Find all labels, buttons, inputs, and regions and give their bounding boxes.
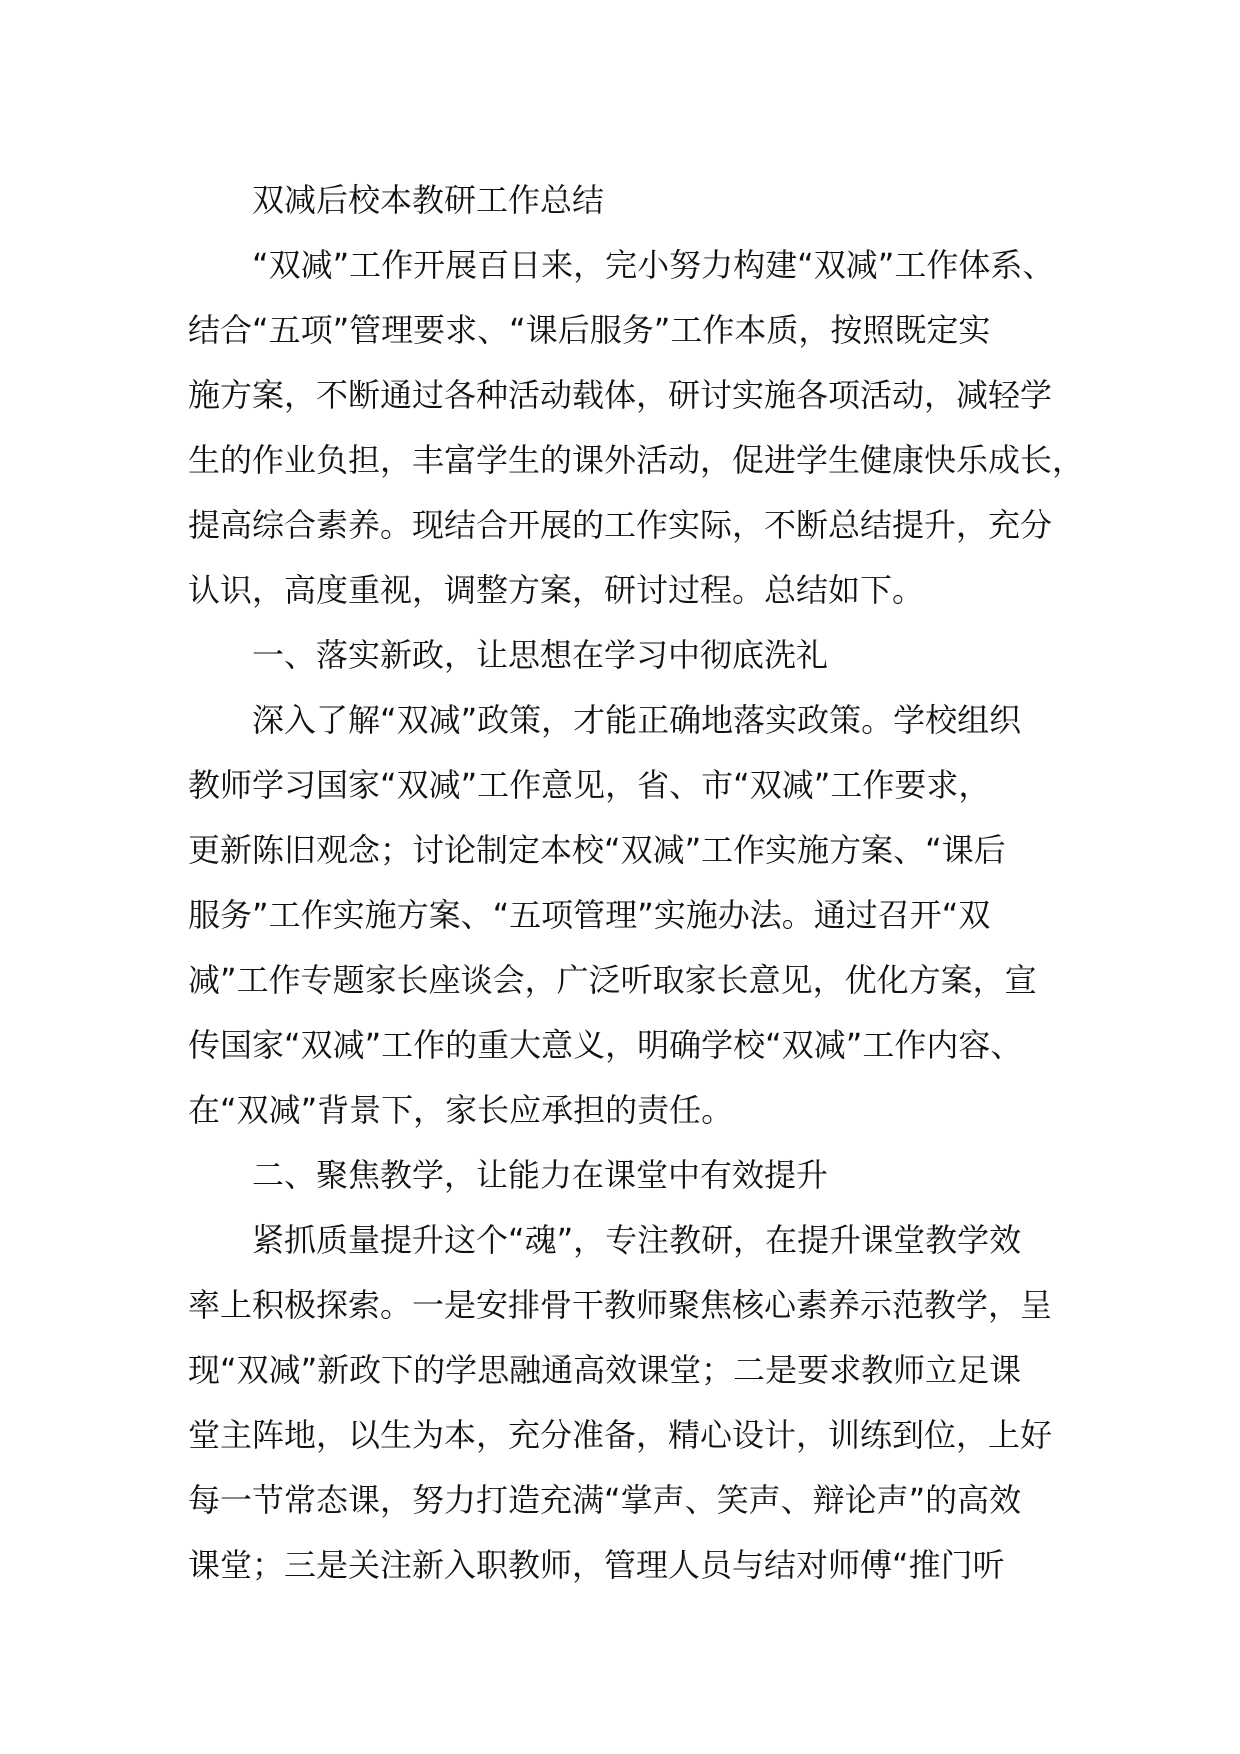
paragraph-line: 施方案，不断通过各种活动载体，研讨实施各项活动，减轻学: [188, 376, 1053, 414]
paragraph-line: 认识，高度重视，调整方案，研讨过程。总结如下。: [188, 571, 925, 609]
section-heading: 二、聚焦教学，让能力在课堂中有效提升: [252, 1156, 829, 1194]
paragraph-line: 堂主阵地，以生为本，充分准备，精心设计，训练到位，上好: [188, 1416, 1053, 1454]
paragraph-line: 服务”工作实施方案、“五项管理”实施办法。通过召开“双: [188, 896, 991, 934]
section-heading: 一、落实新政，让思想在学习中彻底洗礼: [252, 636, 829, 674]
paragraph-line: 紧抓质量提升这个“魂”，专注教研，在提升课堂教学效: [252, 1221, 1022, 1259]
paragraph-line: 课堂；三是关注新入职教师，管理人员与结对师傅“推门听: [188, 1546, 1005, 1584]
paragraph-line: 传国家“双减”工作的重大意义，明确学校“双减”工作内容、: [188, 1026, 1023, 1064]
paragraph-line: “双减”工作开展百日来，完小努力构建“双减”工作体系、: [252, 246, 1055, 284]
paragraph-line: 结合“五项”管理要求、“课后服务”工作本质，按照既定实: [188, 311, 991, 349]
paragraph-line: 更新陈旧观念；讨论制定本校“双减”工作实施方案、“课后: [188, 831, 1006, 869]
paragraph-line: 提高综合素养。现结合开展的工作实际，不断总结提升，充分: [188, 506, 1053, 544]
paragraph-line: 减”工作专题家长座谈会，广泛听取家长意见，优化方案，宣: [188, 961, 1037, 999]
paragraph-line: 教师学习国家“双减”工作意见，省、市“双减”工作要求，: [188, 766, 991, 804]
paragraph-line: 在“双减”背景下，家长应承担的责任。: [188, 1091, 734, 1129]
paragraph-line: 现“双减”新政下的学思融通高效课堂；二是要求教师立足课: [188, 1351, 1022, 1389]
paragraph-line: 生的作业负担，丰富学生的课外活动，促进学生健康快乐成长，: [188, 441, 1085, 479]
paragraph-line: 率上积极探索。一是安排骨干教师聚焦核心素养示范教学，呈: [188, 1286, 1053, 1324]
paragraph-line: 每一节常态课，努力打造充满“掌声、笑声、辩论声”的高效: [188, 1481, 1022, 1519]
paragraph-line: 深入了解“双减”政策，才能正确地落实政策。学校组织: [252, 701, 1022, 739]
document-body: [188, 168, 1088, 1598]
document-title: 双减后校本教研工作总结: [252, 181, 605, 219]
